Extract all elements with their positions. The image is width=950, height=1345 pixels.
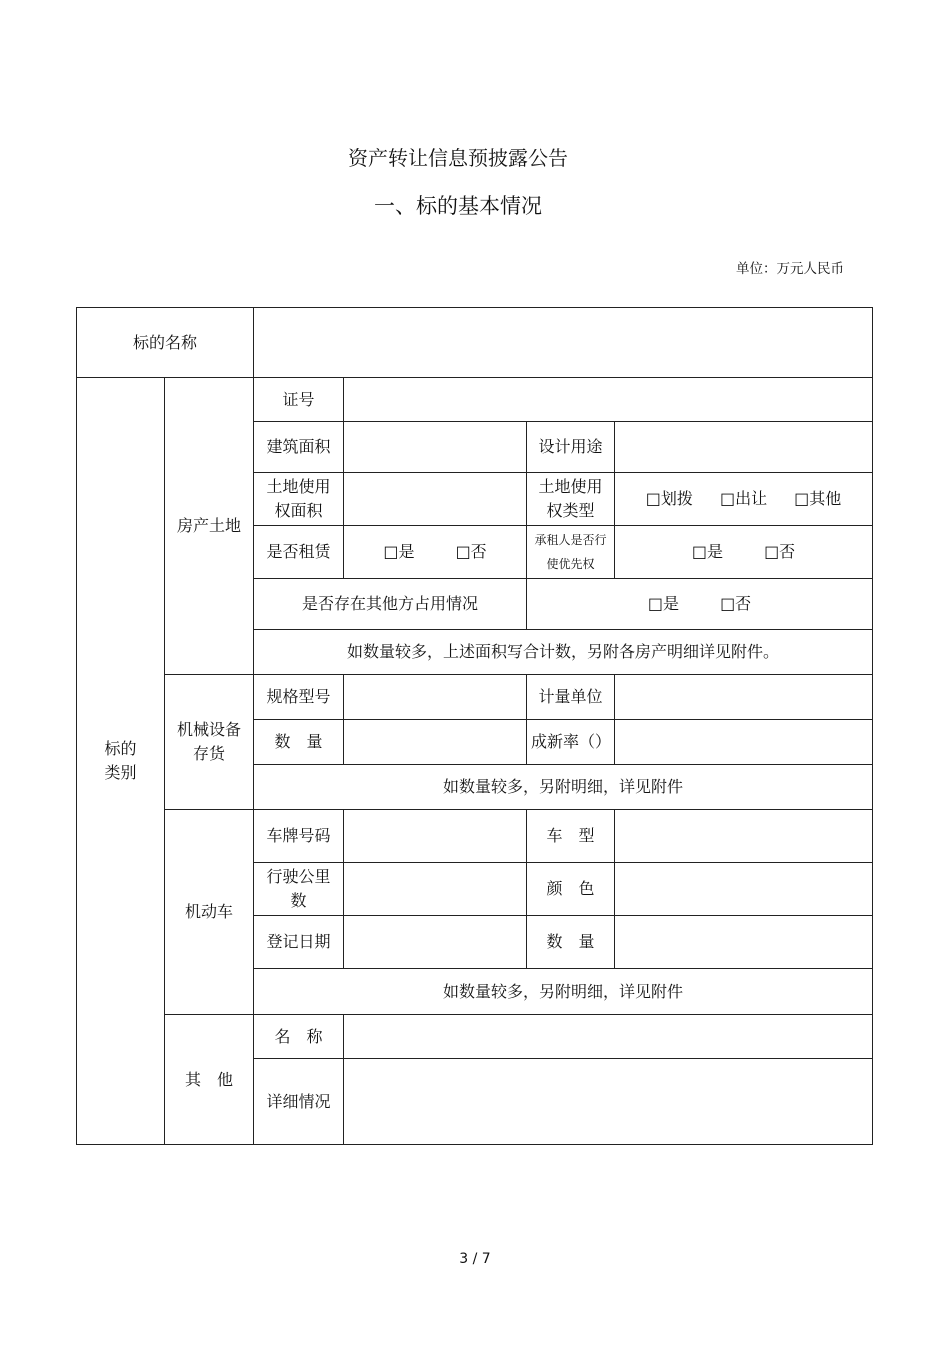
design-use-value[interactable]: [615, 422, 873, 473]
other-label: 其 他: [165, 1015, 254, 1145]
land-type-label: 土地使用权类型: [527, 473, 615, 526]
equipment-quantity-value[interactable]: [344, 720, 527, 765]
equipment-quantity-label: 数 量: [254, 720, 344, 765]
occupied-options: [527, 579, 873, 630]
building-area-value[interactable]: [344, 422, 527, 473]
other-name-value[interactable]: [344, 1015, 873, 1059]
occupied-label: 是否存在其他方占用情况: [254, 579, 527, 630]
priority-no-checkbox[interactable]: □否: [764, 542, 796, 561]
other-name-label: 名 称: [254, 1015, 344, 1059]
newness-value[interactable]: [615, 720, 873, 765]
land-area-value[interactable]: [344, 473, 527, 526]
page-number: 3 / 7: [459, 1251, 491, 1267]
priority-label: 承租人是否行使优先权: [527, 526, 615, 579]
vehicle-model-value[interactable]: [615, 810, 873, 863]
rented-options: [344, 526, 527, 579]
section-title: 一、标的基本情况: [374, 194, 542, 218]
vehicle-quantity-value[interactable]: [615, 916, 873, 969]
vehicle-model-label: 车 型: [527, 810, 615, 863]
occupied-yes-checkbox[interactable]: □是: [647, 594, 679, 613]
vehicle-label: 机动车: [165, 810, 254, 1015]
rented-yes-checkbox[interactable]: □是: [383, 542, 415, 561]
plate-label: 车牌号码: [254, 810, 344, 863]
building-area-label: 建筑面积: [254, 422, 344, 473]
land-type-allocation-checkbox[interactable]: □划拨: [645, 489, 693, 508]
plate-value[interactable]: [344, 810, 527, 863]
rented-no-checkbox[interactable]: □否: [455, 542, 487, 561]
land-type-options: [615, 473, 873, 526]
equipment-note: 如数量较多，另附明细，详见附件: [254, 765, 873, 810]
occupied-no-checkbox[interactable]: □否: [720, 594, 752, 613]
vehicle-note: 如数量较多，另附明细，详见附件: [254, 969, 873, 1015]
land-area-label: 土地使用权面积: [254, 473, 344, 526]
other-details-label: 详细情况: [254, 1059, 344, 1145]
rented-label: 是否租赁: [254, 526, 344, 579]
land-type-transfer-checkbox[interactable]: □出让: [719, 489, 768, 508]
land-type-other-checkbox[interactable]: □其他: [794, 489, 842, 508]
vehicle-color-value[interactable]: [615, 863, 873, 916]
equipment-unit-label: 计量单位: [527, 675, 615, 720]
unit-label: 单位：万元人民币: [736, 261, 844, 277]
mileage-label: 行驶公里数: [254, 863, 344, 916]
equipment-label: 机械设备存货: [165, 675, 254, 810]
cert-no-label: 证号: [254, 378, 344, 422]
real-estate-label: 房产土地: [165, 378, 254, 675]
document-title: 资产转让信息预披露公告: [348, 146, 568, 170]
subject-name-value[interactable]: [254, 308, 873, 378]
priority-yes-checkbox[interactable]: □是: [691, 542, 723, 561]
other-details-value[interactable]: [344, 1059, 873, 1145]
reg-date-label: 登记日期: [254, 916, 344, 969]
vehicle-quantity-label: 数 量: [527, 916, 615, 969]
subject-name-label: 标的名称: [77, 308, 254, 378]
priority-options: [615, 526, 873, 579]
mileage-value[interactable]: [344, 863, 527, 916]
spec-label: 规格型号: [254, 675, 344, 720]
vehicle-color-label: 颜 色: [527, 863, 615, 916]
design-use-label: 设计用途: [527, 422, 615, 473]
category-label: 标的类别: [77, 378, 165, 1145]
asset-info-table: [76, 307, 873, 1145]
equipment-unit-value[interactable]: [615, 675, 873, 720]
reg-date-value[interactable]: [344, 916, 527, 969]
cert-no-value[interactable]: [344, 378, 873, 422]
newness-label: 成新率（）: [527, 720, 615, 765]
real-estate-note: 如数量较多，上述面积写合计数，另附各房产明细详见附件。: [254, 630, 873, 675]
spec-value[interactable]: [344, 675, 527, 720]
